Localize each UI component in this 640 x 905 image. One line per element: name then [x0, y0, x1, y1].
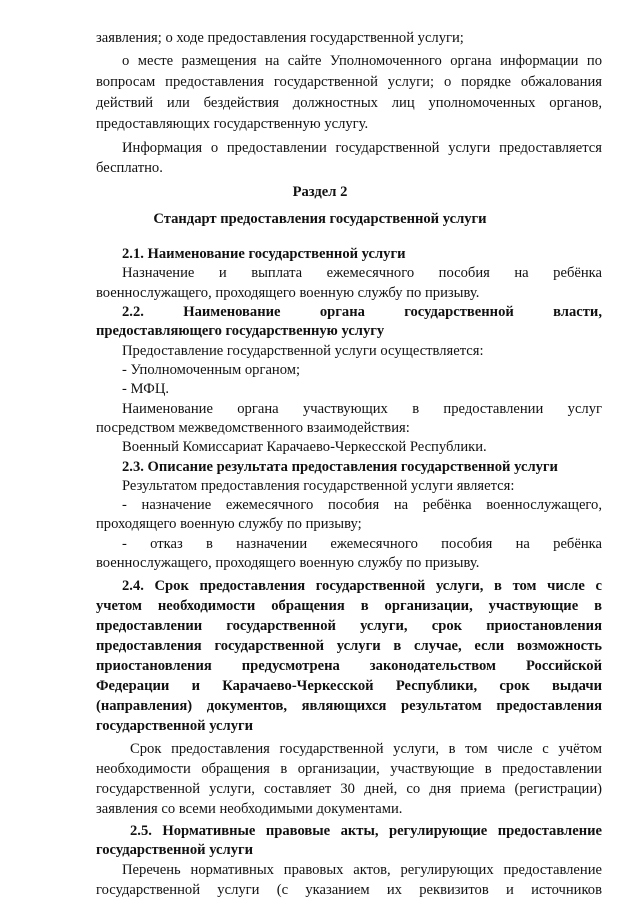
section-number: Раздел 2 [292, 184, 348, 200]
subsection-heading: (направления) документов, являющихся результатом предоставления [96, 698, 602, 714]
subsection-heading: 2.2. Наименование органа государственной власти, [122, 304, 602, 320]
paragraph-line: заявления; о ходе предоставления государственной услуги; [96, 30, 464, 46]
section-title: Стандарт предоставления государственной услуги [153, 211, 487, 227]
subsection-heading: предоставления государственной услуги в случае, если возможность [96, 638, 602, 654]
paragraph-line: военнослужащего, проходящего военную службу по призыву. [96, 285, 480, 301]
paragraph-line: Назначение и выплата ежемесячного пособия на ребёнка [122, 265, 602, 281]
paragraph-line: Военный Комиссариат Карачаево-Черкесской Республики. [122, 439, 487, 455]
paragraph-line: Результатом предоставления государственной услуги является: [122, 478, 515, 494]
paragraph-line: действий или бездействия должностных лиц уполномоченных органов, [96, 95, 602, 111]
subsection-heading: государственной услуги [96, 718, 254, 734]
paragraph-line: посредством межведомственного взаимодействия: [96, 420, 410, 436]
list-item: - отказ в назначении ежемесячного пособия на ребёнка [122, 536, 602, 552]
subsection-heading: 2.5. Нормативные правовые акты, регулирующие предоставление [130, 823, 602, 839]
subsection-heading: предоставлении государственной услуги, срок приостановления [96, 618, 602, 634]
list-item: - МФЦ. [122, 381, 170, 397]
paragraph-line: Наименование органа участвующих в предоставлении услуг [122, 401, 602, 417]
paragraph-line: заявления со всеми необходимыми документами. [96, 801, 403, 817]
subsection-heading: Федерации и Карачаево-Черкесской Республики, срок выдачи [96, 678, 602, 694]
paragraph-line: государственной услуги (с указанием их реквизитов и источников [96, 882, 602, 898]
paragraph-line: проходящего военную службу по призыву; [96, 516, 362, 532]
paragraph-line: государственной услуги, составляет 30 дней, со дня приема (регистрации) [96, 781, 602, 797]
paragraph-line: Информация о предоставлении государственной услуги предоставляется [122, 140, 602, 156]
subsection-heading: учетом необходимости обращения в организации, участвующие в [96, 598, 602, 614]
subsection-heading: 2.3. Описание результата предоставления государственной услуги [122, 459, 558, 475]
subsection-heading: предоставляющего государственную услугу [96, 323, 385, 339]
subsection-heading: приостановления предусмотрена законодательством Российской [96, 658, 602, 674]
paragraph-line: Срок предоставления государственной услуги, в том числе с учётом [130, 741, 602, 757]
list-item: - Уполномоченным органом; [122, 362, 301, 378]
paragraph-line: предоставляющих государственную услугу. [96, 116, 369, 132]
paragraph-line: вопросам предоставления государственной услуги; о порядке обжалования [96, 74, 602, 90]
paragraph-line: необходимости обращения в организации, участвующие в предоставлении [96, 761, 602, 777]
list-item: - назначение ежемесячного пособия на ребёнка военнослужащего, [122, 497, 602, 513]
paragraph-line: о месте размещения на сайте Уполномоченного органа информации по [122, 53, 602, 69]
subsection-heading: 2.4. Срок предоставления государственной услуги, в том числе с [122, 578, 602, 594]
paragraph-line: Перечень нормативных правовых актов, регулирующих предоставление [122, 862, 602, 878]
subsection-heading: 2.1. Наименование государственной услуги [122, 246, 406, 262]
paragraph-line: бесплатно. [96, 160, 163, 176]
paragraph-line: военнослужащего, проходящего военную службу по призыву. [96, 555, 480, 571]
paragraph-line: Предоставление государственной услуги осуществляется: [122, 343, 484, 359]
subsection-heading: государственной услуги [96, 842, 254, 858]
